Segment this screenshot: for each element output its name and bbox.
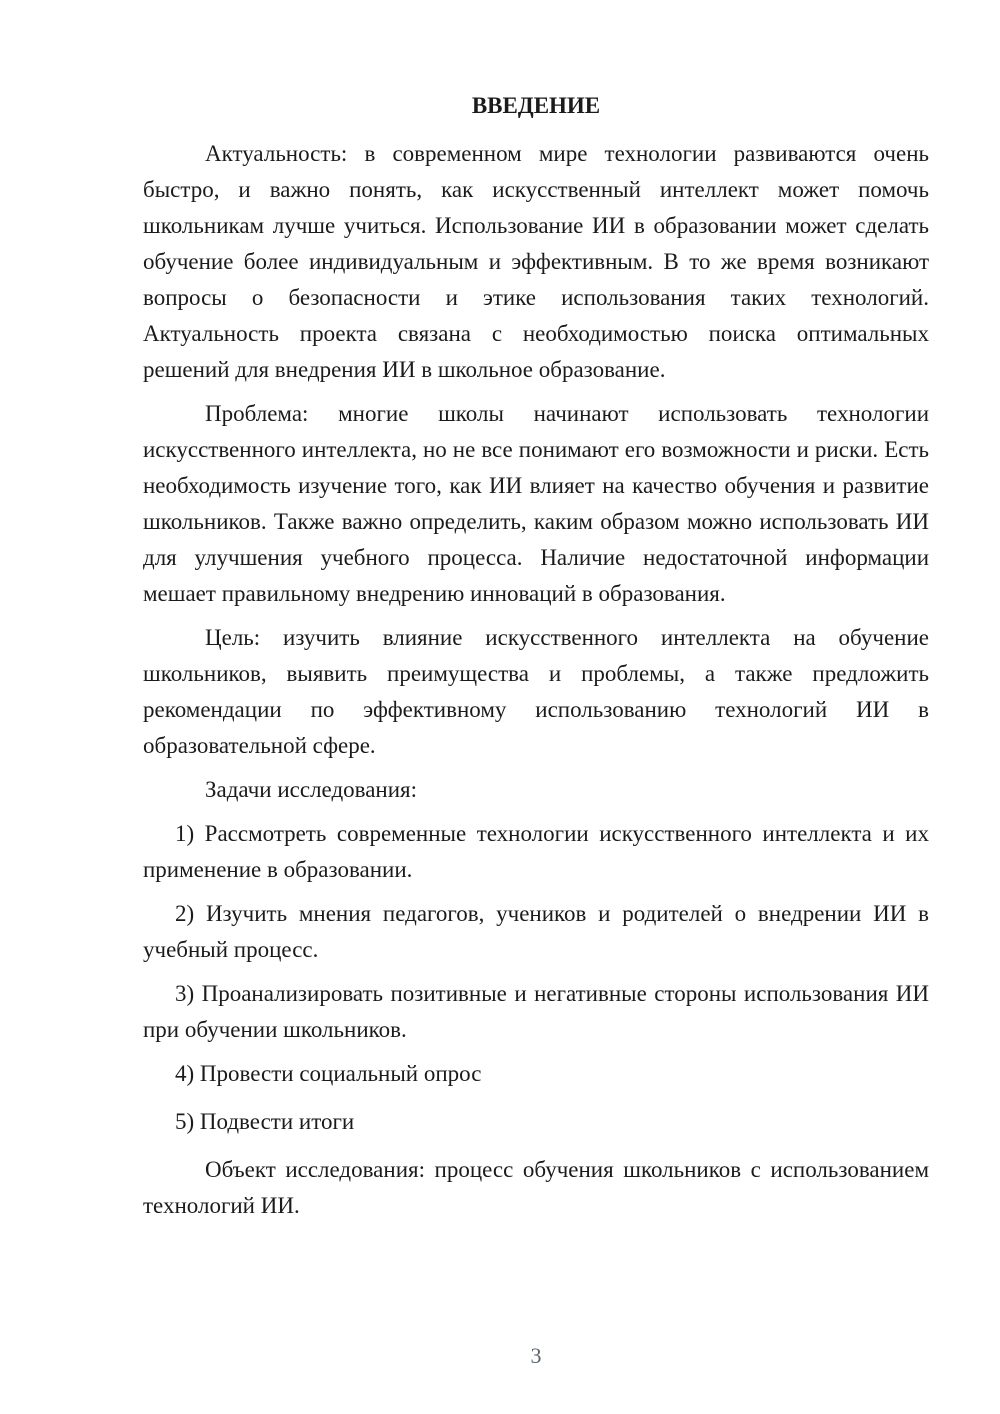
task-item-1: 1) Рассмотреть современные технологии искусственного интеллекта и их применение в образовании. <box>143 821 929 882</box>
tasks-heading: Задачи исследования: <box>205 777 418 802</box>
task-item-4: 4) Провести социальный опрос <box>175 1061 482 1086</box>
page-title: ВВЕДЕНИЕ <box>471 93 601 118</box>
paragraph-goal: Цель: изучить влияние искусственного интеллекта на обучение школьников, выявить преимущества и проблемы, а также предложить рекомендации по эффективному использованию технологий ИИ в образовательной сфере. <box>143 625 929 758</box>
paragraph-object: Объект исследования: процесс обучения школьников с использованием технологий ИИ. <box>143 1157 929 1218</box>
paragraph-actuality: Актуальность: в современном мире технологии развиваются очень быстро, и важно понять, как искусственный интеллект может помочь школьникам лучше учиться. Использование ИИ в образовании может сделать обучение более индивидуальным и эффективным. В то же время возникают вопросы о безопасности и этике использования таких технологий. Актуальность проекта связана с необходимостью поиска оптимальных решений для внедрения ИИ в школьное образование. <box>143 141 929 382</box>
task-item-2: 2) Изучить мнения педагогов, учеников и родителей о внедрении ИИ в учебный процесс. <box>143 901 929 962</box>
page-number: 3 <box>530 1343 542 1368</box>
paragraph-problem: Проблема: многие школы начинают использовать технологии искусственного интеллекта, но не все понимают его возможности и риски. Есть необходимость изучение того, как ИИ влияет на качество обучения и развитие школьников. Также важно определить, каким образом можно использовать ИИ для улучшения учебного процесса. Наличие недостаточной информации мешает правильному внедрению инноваций в образования. <box>143 401 929 606</box>
task-item-5: 5) Подвести итоги <box>175 1109 355 1134</box>
task-item-3: 3) Проанализировать позитивные и негативные стороны использования ИИ при обучении школьников. <box>143 981 929 1042</box>
